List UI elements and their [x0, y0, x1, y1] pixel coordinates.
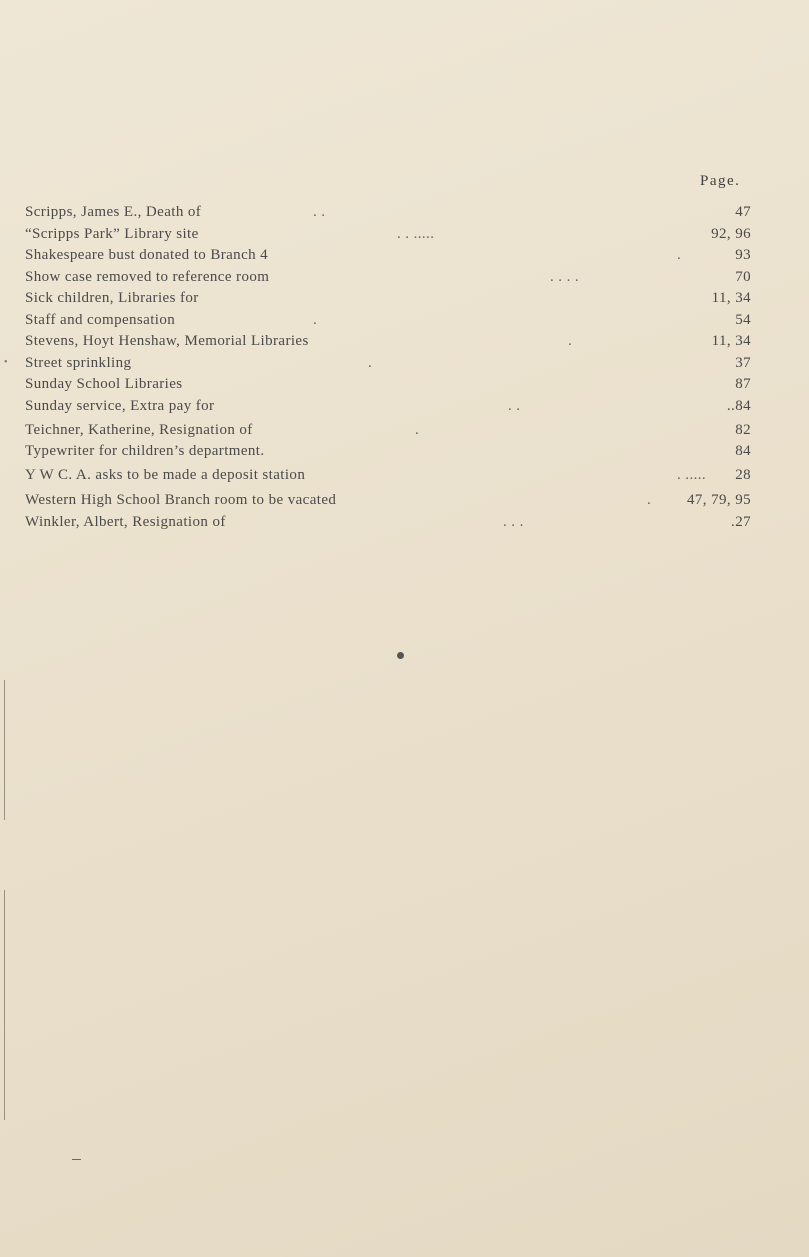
entry-topic: Sunday School Libraries	[25, 376, 183, 392]
margin-dot: •	[4, 357, 8, 368]
paper-edge-line	[4, 890, 5, 1120]
index-entry	[25, 330, 755, 352]
entry-topic: Typewriter for children’s department.	[25, 443, 265, 459]
entry-topic: Sunday service, Extra pay for	[25, 398, 215, 414]
entry-pages: 82	[735, 422, 751, 438]
entry-leader-dots: .	[677, 247, 682, 263]
entry-pages: 47	[735, 204, 751, 220]
entry-leader-dots: .	[568, 333, 573, 349]
entry-topic: Teichner, Katherine, Resignation of	[25, 422, 253, 438]
index-entry	[25, 201, 755, 223]
entry-pages: .27	[731, 514, 751, 530]
decorative-bullet	[396, 651, 406, 661]
paper-edge-line	[4, 680, 5, 820]
entry-leader-dots: . .....	[677, 467, 707, 483]
entry-topic: Show case removed to reference room	[25, 269, 270, 285]
entry-topic: “Scripps Park” Library site	[25, 226, 199, 242]
entry-topic: Y W C. A. asks to be made a deposit station	[25, 467, 306, 483]
index-entry	[25, 223, 755, 245]
entry-leader-dots: . . .	[503, 514, 524, 530]
entry-leader-dots: .	[647, 492, 652, 508]
index-entry	[25, 419, 755, 441]
entry-leader-dots: .	[368, 355, 373, 371]
index-entry	[25, 352, 755, 374]
entry-pages: 28	[735, 467, 751, 483]
entry-pages: 70	[735, 269, 751, 285]
index-entry	[25, 266, 755, 288]
entry-pages: 54	[735, 312, 751, 328]
entry-pages: 11, 34	[711, 290, 751, 306]
entry-topic: Western High School Branch room to be vacated	[25, 492, 337, 508]
entry-leader-dots: . . .....	[397, 226, 435, 242]
printer-mark	[72, 1159, 81, 1160]
entry-pages: 87	[735, 376, 751, 392]
entry-topic: Sick children, Libraries for	[25, 290, 199, 306]
index-entry	[25, 395, 755, 417]
entry-pages: 11, 34	[711, 333, 751, 349]
entry-pages: 93	[735, 247, 751, 263]
entry-leader-dots: .	[313, 312, 318, 328]
entry-leader-dots: . .	[313, 204, 326, 220]
entry-topic: Scripps, James E., Death of	[25, 204, 202, 220]
entry-pages: ..84	[726, 398, 751, 414]
index-entry	[25, 489, 755, 511]
index-entry	[25, 464, 755, 486]
page-column-header: Page.	[700, 173, 741, 189]
entry-leader-dots: . .	[508, 398, 521, 414]
entry-topic: Staff and compensation	[25, 312, 176, 328]
index-entry	[25, 440, 755, 462]
entry-pages: 37	[735, 355, 751, 371]
entry-leader-dots: . . . .	[550, 269, 580, 285]
index-entry	[25, 309, 755, 331]
entry-topic: Street sprinkling	[25, 355, 132, 371]
entry-pages: 47, 79, 95	[687, 492, 751, 508]
index-entry	[25, 244, 755, 266]
entry-pages: 84	[735, 443, 751, 459]
entry-topic: Winkler, Albert, Resignation of	[25, 514, 226, 530]
index-entry	[25, 373, 755, 395]
index-entry	[25, 287, 755, 309]
entry-leader-dots: .	[415, 422, 420, 438]
entry-pages: 92, 96	[711, 226, 751, 242]
entry-topic: Shakespeare bust donated to Branch 4	[25, 247, 269, 263]
index-entry	[25, 511, 755, 533]
entry-topic: Stevens, Hoyt Henshaw, Memorial Libraries	[25, 333, 309, 349]
